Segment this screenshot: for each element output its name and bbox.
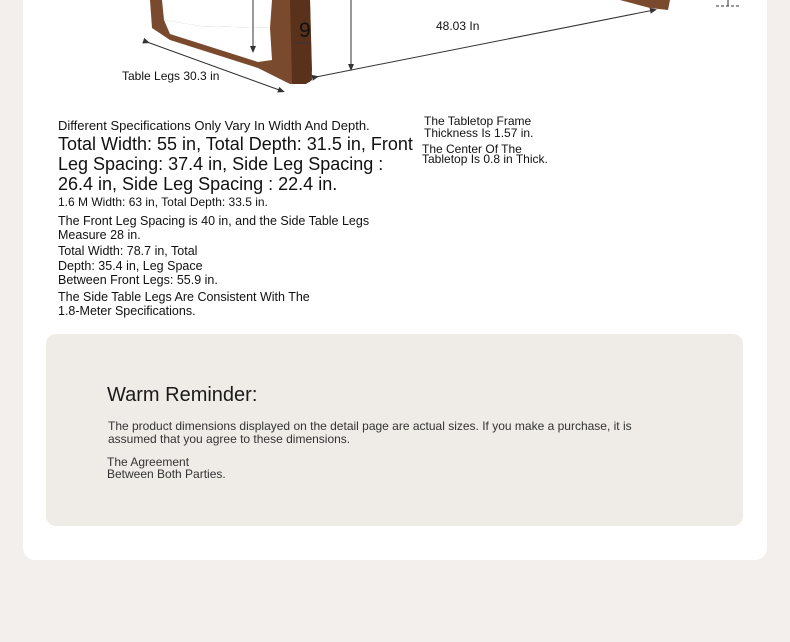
spec-size-2-0-side-line2: 1.8-Meter Specifications. — [58, 304, 196, 318]
spec-size-2-0-line2: Depth: 35.4 in, Leg Space — [58, 259, 203, 273]
height-label: 9 — [299, 19, 311, 42]
spec-size-1-6: 1.6 M Width: 63 in, Total Depth: 33.5 in. — [58, 195, 268, 209]
legs-label: Table Legs 30.3 in — [122, 69, 220, 83]
spec-size-2-0-side-line1: The Side Table Legs Are Consistent With The — [58, 290, 310, 304]
spec-size-2-0-line3: Between Front Legs: 55.9 in. — [58, 273, 218, 287]
warm-reminder-box — [46, 334, 743, 526]
spec-intro: Different Specifications Only Vary In Width And Depth. — [58, 118, 370, 133]
warm-reminder-title: Warm Reminder: — [107, 384, 258, 406]
agreement-line2: Between Both Parties. — [107, 467, 226, 481]
center-note-line1: The Center Of The — [422, 142, 522, 156]
agreement-line1: The Agreement — [107, 455, 190, 469]
length-dimension-line — [316, 10, 654, 77]
table-leg-right — [620, 0, 670, 10]
length-label: 48.03 In — [436, 19, 480, 33]
spec-size-1-4: Total Width: 55 in, Total Depth: 31.5 in, Front Leg Spacing: 37.4 in, Side Leg Spacing : 26.4 in, Side Leg Spacing : 22.4 in. — [58, 134, 413, 194]
spec-size-2-0-line1: Total Width: 78.7 in, Total — [58, 244, 198, 258]
table-dimension-diagram — [0, 0, 790, 110]
center-note-line2: Tabletop Is 0.8 in Thick. — [422, 152, 548, 166]
frame-note-line2: Thickness Is 1.57 in. — [424, 126, 534, 140]
spec-size-1-6-legs: The Front Leg Spacing is 40 in, and the Side Table Legs Measure 28 in. — [58, 214, 370, 242]
frame-note-line1: The Tabletop Frame — [424, 114, 532, 128]
warm-reminder-agreement — [107, 456, 226, 480]
warm-reminder-body: The product dimensions displayed on the detail page are actual sizes. If you make a purchase, it is assumed that you agree to these dimensions. — [108, 419, 632, 446]
